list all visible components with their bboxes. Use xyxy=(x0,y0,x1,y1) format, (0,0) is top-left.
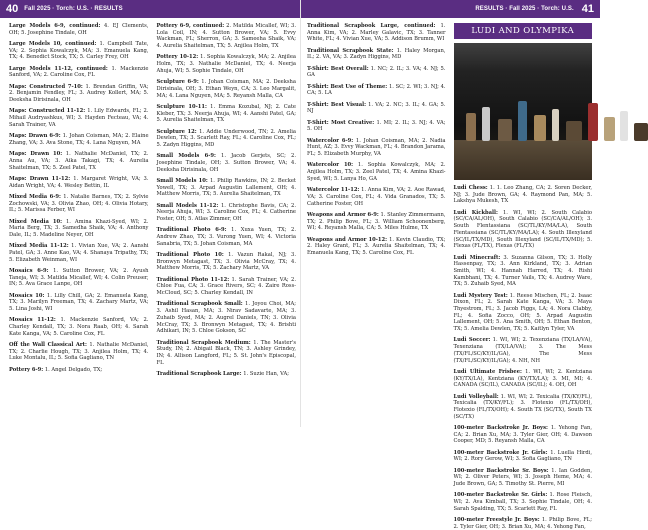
result-entry xyxy=(157,227,297,247)
placements: 1. Yehong Fan, CA; 2. Brian Xu, MA; 3. Tyler Gier, OH; 4. Dawson Cooper, MD; 5. Reyansh Malla, CA xyxy=(453,424,593,445)
placements: 1. Mackenzie Sanford, VA; 2. Caroline Cox, FL xyxy=(9,65,149,79)
placements: 1. Lily Edwards, FL; 2. Mihail Audryashkus, WI; 3. Hayden Fecteau, VA; 4. Sarah Trainer, VA xyxy=(9,108,149,128)
category-title: 100-meter Freestyle Jr. Boys: xyxy=(453,517,540,524)
result-entry xyxy=(307,66,446,79)
placements: 1. Campbell Tate, VA; 2. Sophia Kowalczyk, MA; 3. Emanuela Kang, TX; 4. Benedict Stock, TX; 5. Carley Frey, OH xyxy=(9,41,149,61)
result-entry xyxy=(9,219,149,239)
category-title: Watercolor 6-9: xyxy=(307,137,354,144)
placements: 1. Anna Kim, VA; 2. Marley Galavic, TX; 3. Tanner White, FL; 4. Vivian Xue, VA; 5. Addison Brumm, WI xyxy=(307,23,446,43)
placements: 1. The Master's Study, IN; 2. Abigail Black, TN; 3. Ashley Grindey, IN; 4. Allison Langford, FL; 5. St. John's Episcopal, FL xyxy=(156,339,296,366)
result-entry xyxy=(157,277,297,297)
right-page xyxy=(300,0,600,530)
display-piece xyxy=(518,101,527,141)
result-entry xyxy=(157,153,297,173)
result-entry xyxy=(307,212,446,232)
display-piece xyxy=(634,123,648,141)
category-title: T-Shirt: Most Creative: xyxy=(307,119,375,126)
result-entry xyxy=(9,317,149,337)
placements: 1. Sophia Kowalczyk, MA; 2. Anjilea Holm, TX; 3. Nathalie McDaniel, TX; 4. Neerja Ahuja, WI; 5. Sophie Tindale, OH xyxy=(156,54,296,74)
result-entry xyxy=(454,492,593,512)
result-entry xyxy=(9,176,149,189)
category-title: Pottery 6-9: xyxy=(9,366,44,373)
result-entry xyxy=(157,203,297,223)
result-entry xyxy=(454,369,593,389)
placements: 3. Suzanna Gilson, TX; 3. Holly Hassenpay, TX; 3. Ann Kirkland, TX; 3. Adrian Smith, WI; 4. Hannah Harred, TX; 4. Rishi Kambhani, TX; 4. Turner Vails, TX; 4. Audrey Ware, TX; 5. Zuhaib Syed, MA xyxy=(453,254,592,288)
result-entry xyxy=(157,340,297,367)
left-page xyxy=(0,0,300,427)
category-title: Watercolor 10: xyxy=(307,162,354,169)
result-entry xyxy=(157,252,297,272)
display-piece xyxy=(604,117,615,141)
placements: 1. Angel Delgado, TX; xyxy=(44,366,103,373)
placements: 1. Kevin Claudio, TX; 2. Haley Grant, FL; 3. Aurelia Shaitelman, TX; 4. Emanuela Kang, TX; 5. Caroline Cox, FL xyxy=(307,236,446,256)
column xyxy=(157,23,297,424)
placements: 1. VA; 2. NC; 3. IL; 4. GA; 5. NJ xyxy=(307,101,446,115)
category-title: T-Shirt: Best Visual: xyxy=(307,101,366,108)
result-entry xyxy=(9,41,149,61)
placements: 1. Emma Kozubal, NJ; 2. Cate Kleber, TX; 3. Neerja Ahuja, WI; 4. Aanshi Patel, GA; 5. Aurelia Shaitelman, TX xyxy=(156,103,296,124)
placements: 1. Suzie Han, VA; xyxy=(243,370,289,377)
result-entry xyxy=(157,54,297,74)
page-number: 40 xyxy=(6,3,19,15)
placements: 1. Brendan Griffin, VA; 2. Benjamin Fendley, FL; 3. Audrey Kollert, MA; 5. Deeksha Dirisinala, OH xyxy=(9,83,149,104)
placements: 1. Margaret Wright, VA; 3. Aidan Wright, VA; 4. Wesley Bettin, IL xyxy=(9,175,149,189)
text-columns xyxy=(307,23,593,530)
result-entry xyxy=(157,104,297,124)
category-title: Maps: Drawn 6-9: xyxy=(9,133,61,140)
result-entry xyxy=(307,23,446,43)
page-header xyxy=(0,0,300,18)
category-title: Small Models 11-12: xyxy=(156,202,219,209)
running-head: RESULTS · Fall 2025 · Torch: U.S. xyxy=(475,6,574,12)
placements: 1. NC; 2. IL; 3. VA; 4. NJ; 5. GA xyxy=(307,65,446,79)
result-entry xyxy=(9,367,149,374)
result-entry xyxy=(157,178,297,198)
placements: 1. WI, WI; 2. South Calabio (SC/CA/AL/OH), South Calabio (SC/CA/AL/OH); 3. South Flentassiana (SC/TL/KY/MA/LA), South Flentassiana (SC/TL/KY/MA/LA); 4. South Illexyland (SC/IL/TX/MD), South Illexyland (SC/IL/TX/MD); 5. Flexas (FL/TX), Flexas (FL/TX) xyxy=(453,209,592,250)
result-entry xyxy=(454,293,593,333)
category-title: Pottery 6-9, continued: xyxy=(156,23,225,29)
category-title: Weapons and Armor 10-12: xyxy=(307,236,388,243)
category-title: Watercolor 11-12: xyxy=(307,187,360,194)
result-entry xyxy=(454,210,593,250)
category-title: Traditional Photo 6-9: xyxy=(156,227,227,234)
display-piece xyxy=(588,103,598,141)
result-entry xyxy=(9,84,149,104)
placements: 1. Sutton Brower, VA; 2. Ayush Taneja, WI; 3. Matilda Micallef, WI; 4. Colin Preuser, IN; 5. Ava Grace Lanpe, OH xyxy=(9,267,149,288)
result-entry xyxy=(454,468,593,488)
result-entry xyxy=(454,185,593,205)
category-title: Large Models 6-9, continued: xyxy=(9,23,101,29)
placements: 1. Johan Coisman, MA; 2. Deeksha Dirisinala, OH; 3. Ethan Weyn, CA; 3. Leo Margalit, MA; 4. Lana Nguyen, MA; 5. Reyansh Malla, CA xyxy=(156,79,296,99)
result-entry xyxy=(9,293,149,313)
category-title: Sculpture 12: xyxy=(156,128,197,135)
category-title: Mixed Media 11-12: xyxy=(9,243,69,250)
result-entry xyxy=(307,138,446,158)
category-title: Mixed Media 10: xyxy=(9,218,63,225)
result-entry xyxy=(9,108,149,128)
placements: 1. Amina Khazi-Syed, WI; 2. Maria Berg, TX; 3. Samedha Shaik, VA; 4. Anthony Dale, IL; 5. Madeline Neyer, OH xyxy=(9,218,149,238)
category-title: Sculpture 6-9: xyxy=(156,79,199,86)
placements: 1. Sarah Trainer, VA; 2. Chloe Fua, CA; 3. Grace Rivers, SC; 4. Zaire Ross-McCloud, SC; 5. Charley Kendall, IN xyxy=(156,276,296,297)
placements: 1. Vazun Rakal, NJ; 3. Bronwyn Metagast, TX; 3. Olivia McCray, TX; 4. Matthew Morris, TX; 5. Zachary Martz, VA xyxy=(156,252,297,272)
event-photo xyxy=(454,43,593,180)
category-title: 100-meter Backstroke Sr. Boys: xyxy=(453,467,549,474)
placements: 1. Philip Bove, FL; 2. Tyler Gier, OH; 3. Brian Xu, MA; 4. Yehong Fan, xyxy=(453,517,592,530)
result-entry xyxy=(307,84,446,97)
category-title: Traditional Scrapbook Large, continued: xyxy=(307,23,436,29)
placements: 1. Jacob Gerjets, SC; 2. Josephine Tindale, OH; 3. Sutton Brower, VA; 4. Deeksha Dirisinala, OH xyxy=(156,153,296,173)
result-entry xyxy=(157,129,297,149)
page-number: 41 xyxy=(581,3,594,15)
placements: 1. Christophe Bavis, CA; 2. Neerja Ahuja, WI; 3. Caroline Cox, FL; 4. Catherine Foster, OH; 5. Atlas Zimmer, OH xyxy=(156,202,296,223)
result-entry xyxy=(9,151,149,171)
placements: 1. 1. Leo Zhang, CA; 2. Soren Decker, NJ; 3. Jude Brown, GA; 4. Raymond Pan, MA; 5. Lakshya Mukesh, TX xyxy=(453,185,592,205)
page-header xyxy=(301,0,600,18)
display-piece xyxy=(498,119,512,141)
placements: 4. EJ Clements, OH; 5. Josephine Tindale, OH xyxy=(9,23,149,36)
column xyxy=(453,23,593,530)
running-head: Fall 2025 · Torch: U.S. · RESULTS xyxy=(24,6,123,12)
result-entry xyxy=(9,23,149,36)
placements: 1. Stanley Zimmermann, TX; 2. Philip Bove, FL; 3. William Schoonenberg, WI; 4. Reyansh Malla, CA; 5. Miles Hulme, TX xyxy=(307,211,446,232)
placements: 1. Addie Underwood, TN; 2. Amelia Dewlen, TX; 3. Scarlett Ray, FL; 4. Caroline Cox, FL; 5. Zadyn Higgins, MD xyxy=(156,128,297,148)
category-title: Off the Wall Classical Art: xyxy=(9,342,87,349)
placements: 2. Matilda Micallef, WI; 3. Lola Coil, IN; 4. Sutton Brower, VA; 5. Evvy Wackman, FL; Sherron, GA; 3. Sameeha Shaik, VA; 4. Aurelia Shaitelman, TX; 5. Anjilea Holm, TX xyxy=(156,23,296,50)
placements: 1. Anna Kim, VA; 2. Aoe Rawad, VA; 3. Caroline Cox, FL; 4. Vida Granados, TX; 5. Catherine Foster, OH xyxy=(307,187,446,207)
display-piece xyxy=(466,113,476,141)
placements: 1. WI, WI; 2. Texenziana (TX/LA/VA), Texenziana (TX/LA/VA); 3. The Mess (TX/FL/SC/KY/IL/GA), The Mess (TX/FL/SC/KY/IL/GA); 4. NH, NH xyxy=(453,337,592,364)
placements: 1. Vivian Xue, VA; 2. Aanshi Patel, GA; 3. Anne Kao, VA; 4. Shanaya Tripathy, TX; 5. Elizabeth Weinman, WI xyxy=(9,243,149,263)
result-entry xyxy=(307,237,446,257)
placements: 1. Joyou Choi, MA; 3. Ashil Hasan, MA; 3. Nirav Sadavarte, MA; 3. Zuhaib Syed, MA; 2. Augrel Daniels, TN; 3. Olivia McCray, TX; 3. Bronwyn Metagast, TX; 4. Brishti Adhikari, IN; 5. Chloe Gokson, SC xyxy=(156,301,297,335)
photo-glare xyxy=(454,43,593,71)
category-title: Traditional Photo 11-12: xyxy=(156,276,230,283)
placements: 1. Reese Mischen, FL; 2. Isaac Dixon, FL; 2. Sarah Kate Kanga, VA; 3. Maya Thyestrom, FL; 3. Jacob Figgs, LA; 4. Nora Clabby, FL; 4. Sofia Zocco, OH; 5. Arpad Augustin Lallement, OH; 5. Ana Smith, OH; 5. Ethan Benton, TX; 5. Amelia Dewlen, TX; 5. Kaitlyn Tyler, VA xyxy=(453,292,593,333)
category-title: Weapons and Armor 6-9: xyxy=(307,211,379,218)
category-title: 100-meter Backstroke Sr. Girls: xyxy=(453,492,548,499)
placements: 1. Lilly Chill, GA; 2. Emanuela Kang, TX; 3. Marilyn Freeman, TX; 4. Zachary Martz, VA; 5. Lina Joshi, WI xyxy=(9,292,149,313)
placements: 1. Natalie Barnes, TX; 2. Sylvie Zochowski, VA; 3. Olivia Zhao, OH; 4. Olivia Hotary, IL; 5. Marissa Ferber, WI xyxy=(9,193,149,214)
result-entry xyxy=(9,66,149,79)
result-entry xyxy=(454,255,593,289)
result-entry xyxy=(9,243,149,263)
category-title: Ludi Soccer: xyxy=(453,337,491,344)
display-piece xyxy=(620,111,628,141)
result-entry xyxy=(157,23,297,50)
result-entry xyxy=(157,79,297,99)
placements: 1. Johan Coisman, MA; 2. Elaine Zhang, VA; 3. Ava Stone, TX; 4. Lana Nguyen, MA xyxy=(9,133,149,146)
placements: 1. Nathalie McDaniel, TX; 2. Anna Au, VA; 3. Aika Takagi, TX; 4. Aurelia Shaitelman, TX; 5. Zeel Patel, TX xyxy=(9,151,149,171)
result-entry xyxy=(454,425,593,445)
category-title: Mosaics 11-12: xyxy=(9,317,56,324)
photo-table xyxy=(454,140,593,180)
placements: 1. Haley Morgan, IL; 2. VA, VA; 3. Zadyn Higgins, MD xyxy=(307,47,446,61)
category-title: Traditional Scrapbook State: xyxy=(307,47,394,54)
result-entry xyxy=(454,394,593,421)
placements: 1. Mackenzie Sanford, VA; 2. Charley Kendall, TX; 3. Nora Raab, OH; 4. Sarah Kate Kanga, VA; 5. Caroline Cox, FL xyxy=(9,317,149,337)
category-title: Mosaics 10: xyxy=(9,292,45,299)
result-entry xyxy=(9,133,149,146)
category-title: Ludi Minecraft: xyxy=(453,254,501,261)
category-title: Maps: Constructed 7-10: xyxy=(9,83,83,90)
category-title: Traditional Scrapbook Large: xyxy=(156,370,242,377)
placements: 1. Ian Godden, WI; 2. Oliver Peters, WI; 3. Joseph Heme, MA; 4. Jude Brown, GA; 5. Timothy St. Pierre, MI xyxy=(453,467,593,488)
column xyxy=(9,23,149,424)
result-entry xyxy=(157,371,297,378)
category-title: Large Models 11-12, continued: xyxy=(9,65,108,72)
result-entry xyxy=(454,450,593,463)
category-title: Traditional Scrapbook Medium: xyxy=(156,339,251,346)
result-entry xyxy=(307,187,446,207)
result-entry xyxy=(454,337,593,364)
placements: 1. WI, WI; 2. Kentziana (KY/TX/LA), Kentziana (KY/TX/LA); 3. MI, MI; 4. CANADA (SC/IL), CANADA (SC/IL); 4. OH, OH xyxy=(453,368,592,389)
placements: 1. MI; 2. IL; 3. NJ; 4. VA; 5. OH xyxy=(307,119,446,133)
category-title: T-Shirt: Best Use of Theme: xyxy=(307,83,388,90)
category-title: 100-meter Backstroke Jr. Girls: xyxy=(453,449,548,456)
category-title: Ludi Chess: xyxy=(453,185,488,191)
placements: 1. Xuxa Yuen, TX; 2. Andrew Zhao, TX; 3. Vurong Yuen, WI; 4. Victoria Sanabria, TX; 5. Johan Coisman, MA xyxy=(156,227,296,247)
category-title: Ludi Mystery Test: xyxy=(453,292,508,299)
category-title: Ludi Ultimate Frisbee: xyxy=(453,368,522,375)
placements: 1. Luella Hirdi, WI; 2. Rory Gerow, WI; 3. Sofia Gagliano, TN xyxy=(453,449,593,463)
result-entry xyxy=(9,268,149,288)
category-title: Ludi Kickball: xyxy=(453,209,498,216)
category-title: Small Models 10: xyxy=(156,177,208,184)
display-piece xyxy=(534,115,546,141)
category-title: Pottery 10-12: xyxy=(156,54,199,61)
display-piece xyxy=(482,107,490,141)
category-title: Maps: Drawn 11-12: xyxy=(9,175,71,182)
category-title: Mosaics 6-9: xyxy=(9,267,49,274)
category-title: T-Shirt: Best Overall: xyxy=(307,65,369,72)
category-title: Maps: Drawn 10: xyxy=(9,151,63,158)
category-title: Sculpture 10-11: xyxy=(156,103,207,110)
result-entry xyxy=(307,102,446,115)
display-piece xyxy=(566,121,582,141)
result-entry xyxy=(9,342,149,362)
placements: 1. Sophia Kowalczyk, MA; 2. Anjilea Holm, TX; 3. Zeel Patel, TX; 4. Amina Khazi-Syed, WI; 5. Lanya Ho, GA xyxy=(307,162,446,182)
column xyxy=(307,23,446,424)
category-title: Ludi Volleyball: xyxy=(453,393,499,400)
result-entry xyxy=(307,120,446,133)
placements: 1. Rose Fleisch, WI; 2. Ava Kimball, TX; 3. Sophie Tindale, OH; 4. Sarah Spalding, TX; 5. Scarlett Ray, FL xyxy=(453,492,592,512)
result-entry xyxy=(307,162,446,182)
placements: 1. Philip Rawkins, IN; 2. Becket Yowell, TX; 3. Arpad Augustin Lallement, OH; 4. Matthew Morris, TX; 5. Aurelia Shaitelman, TX xyxy=(156,177,296,198)
category-title: Traditional Scrapbook Small: xyxy=(156,301,243,308)
result-entry xyxy=(307,48,446,61)
placements: 1. Johan Coisman, MA; 2. Nadia Hunt, AZ; 3. Evvy Wackman, FL; 4. Brandon Jarama, FL; 5. Elizabeth Murphy, VA xyxy=(307,137,446,158)
category-title: Traditional Photo 10: xyxy=(156,252,224,259)
result-entry xyxy=(9,194,149,214)
category-title: 100-meter Backstroke Jr. Boys: xyxy=(453,424,548,431)
placements: 1. WI, WI; 2. Texicalia (TX/KY/FL), Texicalia (TX/KY/FL); 3. Flotexio (FL/TX/OH), Flotexio (FL/TX/OH); 4. South TX (SC/TX), South TX (SC/TX) xyxy=(453,393,593,420)
category-title: Large Models 10, continued: xyxy=(9,41,97,47)
category-title: Maps: Constructed 11-12: xyxy=(9,108,86,115)
category-title: Small Models 6-9: xyxy=(156,153,216,160)
section-banner: LUDI AND OLYMPIKA xyxy=(454,23,593,39)
display-piece xyxy=(552,109,559,141)
result-entry xyxy=(157,301,297,335)
placements: 1. Nathalie McDaniel, TX; 2. Charlie Hough, TX; 3. Anjilea Holm, TX; 4. Luke Montalu, IL; 5. Sofia Gagliano, TN xyxy=(9,342,149,362)
category-title: Mixed Media 6-9: xyxy=(9,193,61,200)
result-entry xyxy=(454,517,593,530)
text-columns xyxy=(9,23,296,424)
placements: 1. SC; 2. WI; 3. NJ; 4. CA; 5. LA xyxy=(307,83,446,97)
